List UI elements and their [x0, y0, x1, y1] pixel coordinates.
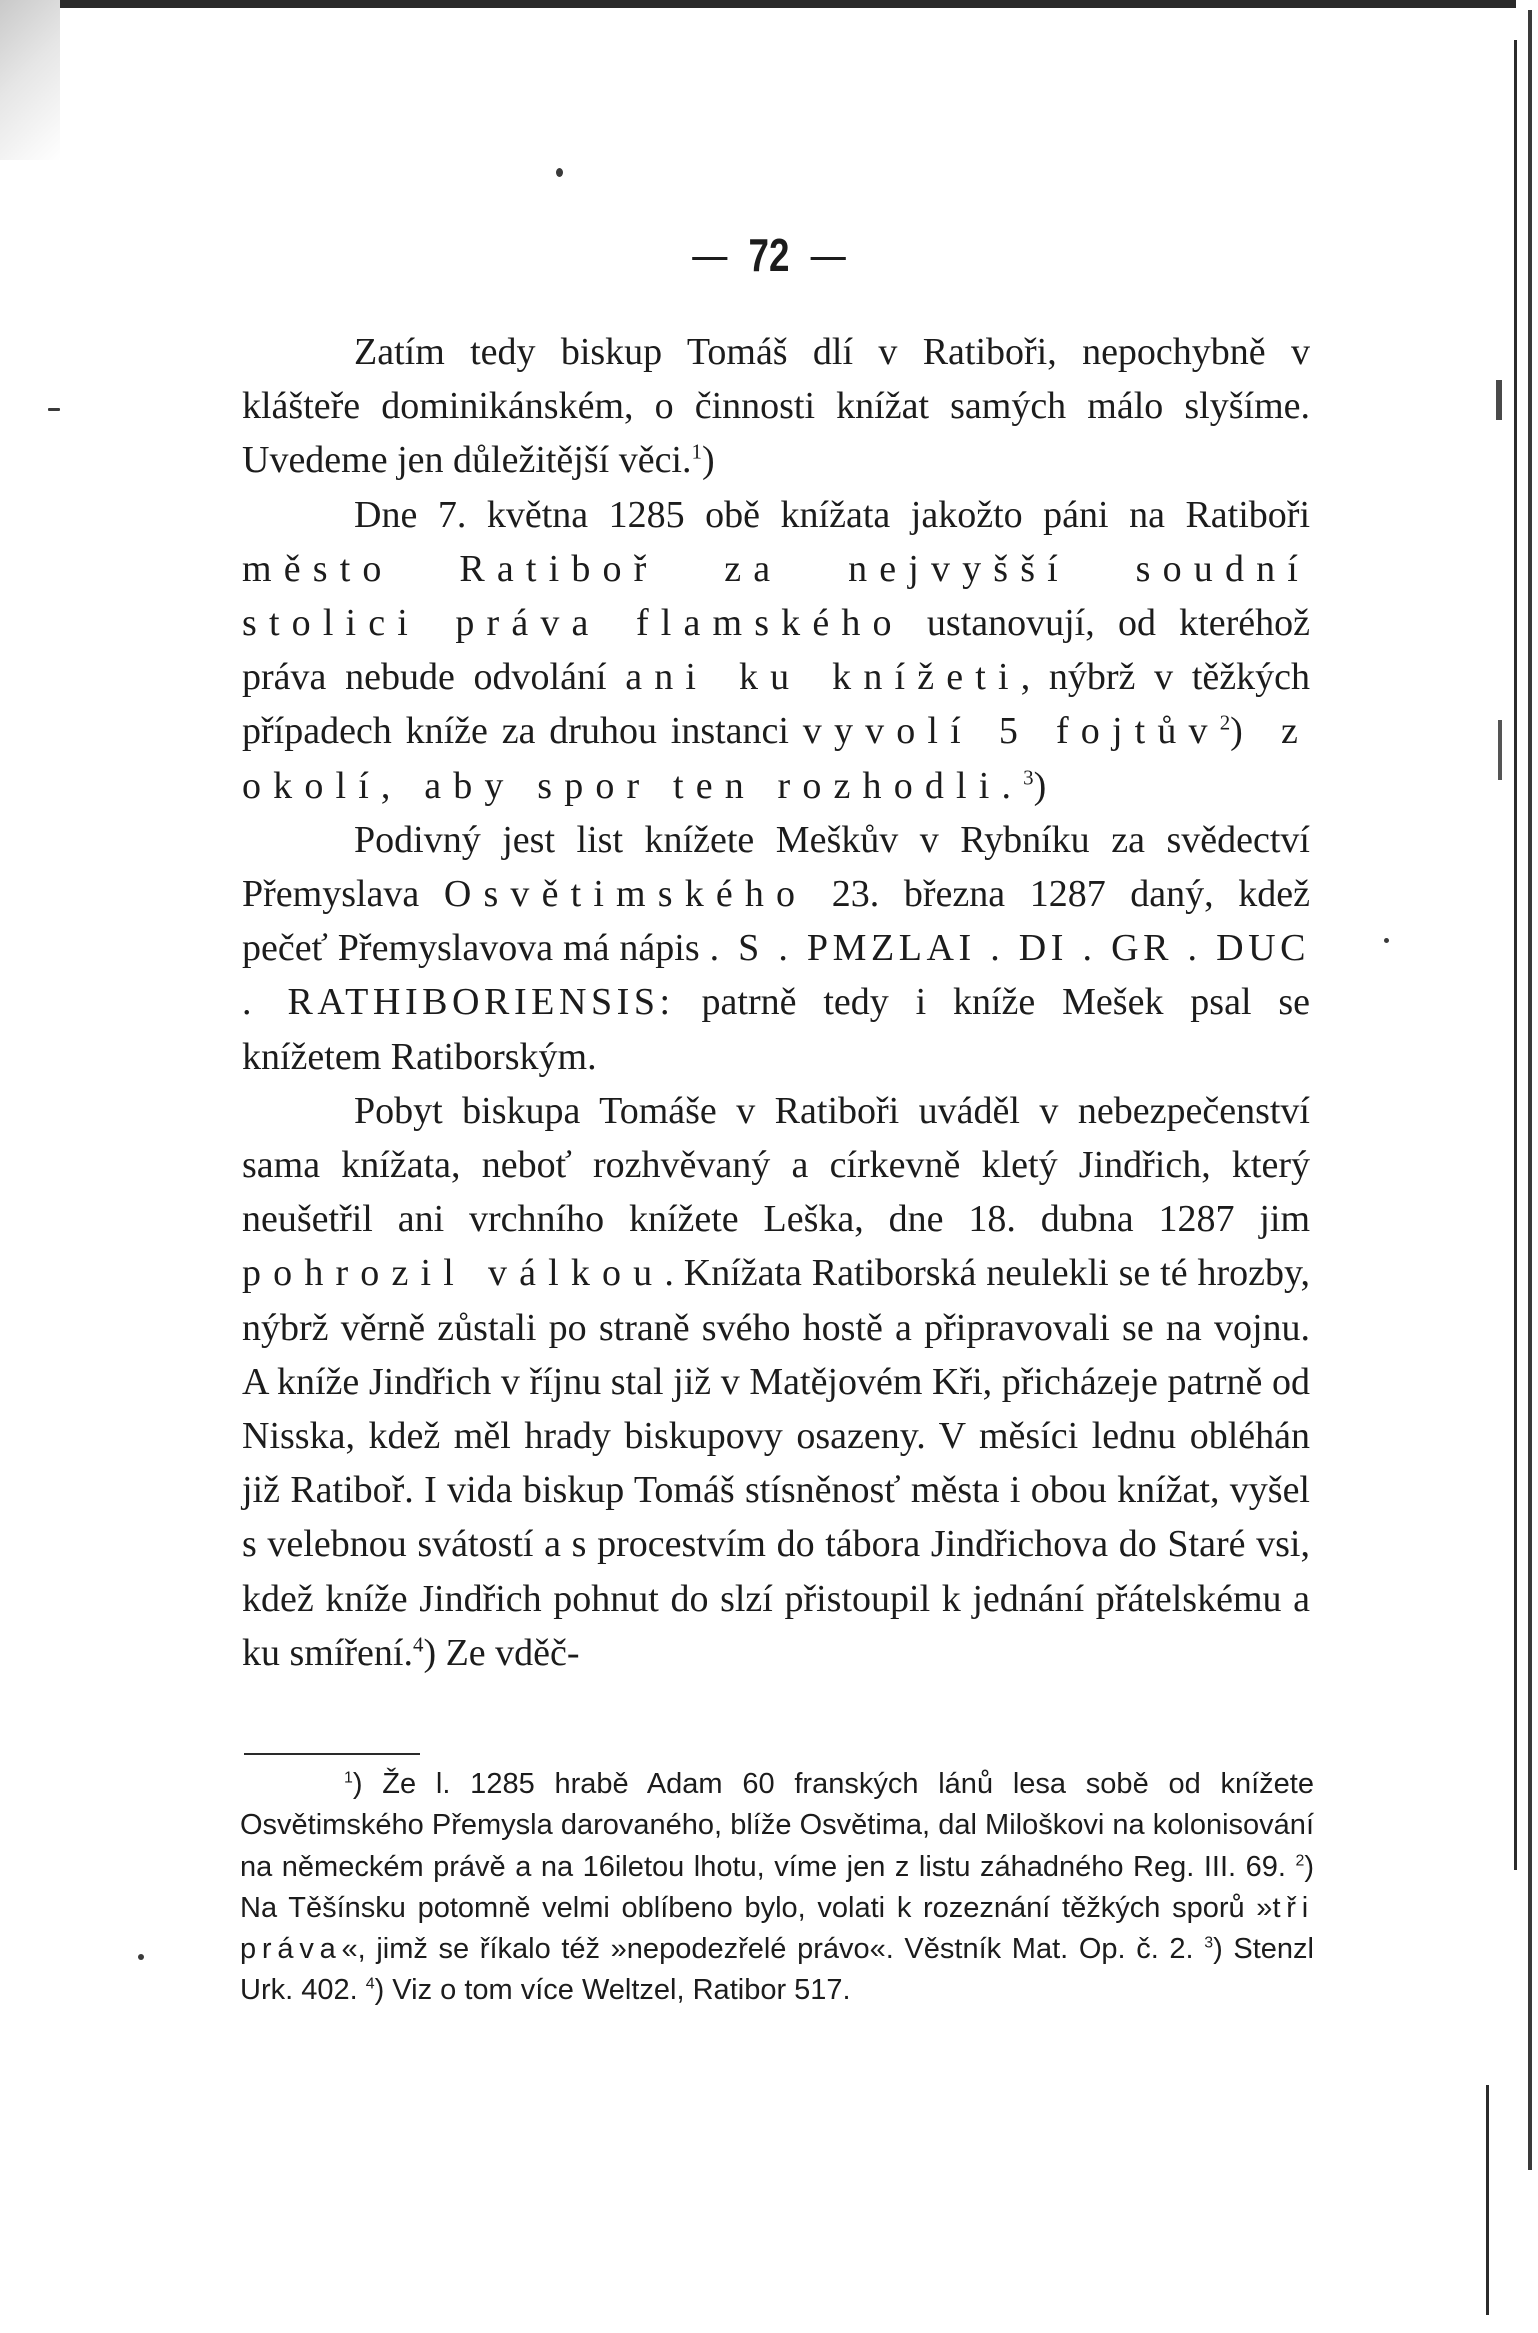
footnote-ref: 4 [412, 1632, 424, 1657]
spaced-text: ) z okolí, aby spor ten rozhodli. [242, 710, 1310, 807]
scan-right-edge-line [1514, 40, 1517, 1870]
paragraph [242, 813, 1310, 1084]
text-run: Dne 7. května 1285 obě knížata jakožto páni na Ratiboři [354, 493, 1310, 536]
seal-inscription: . S . PMZLAI . DI . GR . DUC . RATHIBORIENSIS: [242, 927, 1311, 1024]
text-run: patrně tedy i kníže Mešek psal se knížetem Ratiborským. [242, 981, 1311, 1078]
footnote-text: ) Na Těšínsku potomně velmi oblíbeno bylo, volati k rozeznání těžkých sporů » [240, 1850, 1314, 1924]
footnote-block [240, 1764, 1314, 2012]
footnotes [240, 1764, 1314, 2012]
scan-right-margin [1516, 0, 1538, 2333]
paragraph [242, 488, 1310, 813]
footnote-marker: 4 [365, 1975, 375, 1993]
main-text [242, 325, 1310, 1680]
scan-edge-mark [1498, 720, 1502, 780]
page-number-dash [810, 257, 845, 260]
text-run: ) [701, 439, 715, 482]
spaced-text: ani ku knížeti [625, 656, 1021, 699]
footnote-text: ) Že l. 1285 hrabě Adam 60 franských lánů lesa sobě od knížete Osvětimského Přemysla darovaného, blíže Osvětima, dal Miloškovi na kolonisování na německém právě a na 16iletou lhotu, víme jen z listu záhadného Reg. III. 69. [240, 1768, 1314, 1883]
spaced-text: tři práva [240, 1891, 1314, 1966]
footnote-marker: 3 [1204, 1934, 1214, 1952]
paragraph [242, 325, 1310, 488]
page-number [154, 228, 1384, 282]
page-number-value: 72 [748, 229, 790, 281]
text-run: Podivný jest list knížete Meškův v Rybníku za svědectví Přemyslava [242, 818, 1310, 916]
footnote-marker: 1 [344, 1769, 353, 1787]
text-run: . Knížata Ratiborská neulekli se té hrozby, nýbrž věrně zůstali po straně svého hostě a připravovali se na vojnu. A kníže Jindřich v říjnu stal již v Matějovém Kři, přicházeje patrně od Nisska, kdež měl hrady biskupovy osazeny. V měsíci lednu obléhán již Ratiboř. I vida biskup Tomáš stísněnosť města i obou knížat, vyšel s velebnou svátostí a s procestvím do tábora Jindřichova do Staré vsi, kdež kníže Jindřich pohnut do slzí přistoupil k jednání přátelskému a ku smíření. [242, 1252, 1311, 1674]
scan-edge-mark [1496, 380, 1502, 420]
text-run: 23. března 1287 daný, kdež pečeť Přemyslavova má nápis [242, 873, 1310, 970]
text-run: Zatím tedy biskup Tomáš dlí v Ratiboři, nepochybně v klášteře dominikánském, o činnosti knížat samých málo slyšíme. Uvedeme jen důležitější věci. [242, 331, 1310, 482]
footnote-text: ) Viz o tom více Weltzel, Ratibor 517. [374, 1974, 851, 2007]
scan-right-edge-line [1528, 10, 1532, 2170]
scan-speck [556, 168, 563, 177]
footnote-ref: 3 [1023, 764, 1034, 789]
scan-speck [138, 1954, 144, 1960]
text-run: ) [1033, 764, 1047, 807]
text-run: , nýbrž v těžkých případech kníže za druhou instanci [242, 656, 1310, 753]
footnote-text: «, jimž se říkalo též »nepodezřelé právo«. Věstník Mat. Op. č. 2. [341, 1933, 1205, 1966]
scan-corner-shadow [0, 0, 60, 160]
spaced-text: pohrozil válkou [242, 1252, 665, 1295]
scan-right-edge-line [1486, 2085, 1489, 2315]
scan-speck [1384, 938, 1389, 943]
footnote-separator [244, 1753, 420, 1755]
footnote-text: ) Stenzl Urk. 402. [240, 1933, 1314, 2007]
scan-speck [48, 408, 60, 411]
spaced-text: vyvolí 5 fojtův [802, 710, 1220, 753]
paragraph [242, 1084, 1310, 1680]
footnote-ref: 1 [691, 439, 702, 464]
text-run: ) Ze vděč- [423, 1631, 580, 1674]
text-run: Pobyt biskupa Tomáše v Ratiboři uváděl v nebezpečenství sama knížata, neboť rozhvěvaný a církevně kletý Jindřich, který neušetřil ani vrchního knížete Leška, dne 18. dubna 1287 jim [242, 1089, 1310, 1241]
spaced-text: město Ratiboř za nejvyšší soudní stolici práva flamského [242, 547, 1310, 645]
text-run: ustanovují, od kteréhož práva nebude odvolání [242, 602, 1310, 699]
footnote-marker: 2 [1295, 1851, 1305, 1869]
spaced-text: Osvětimského [443, 873, 808, 916]
page-number-dash [693, 257, 728, 260]
scan-top-border [0, 0, 1538, 8]
footnote-ref: 2 [1219, 710, 1231, 735]
